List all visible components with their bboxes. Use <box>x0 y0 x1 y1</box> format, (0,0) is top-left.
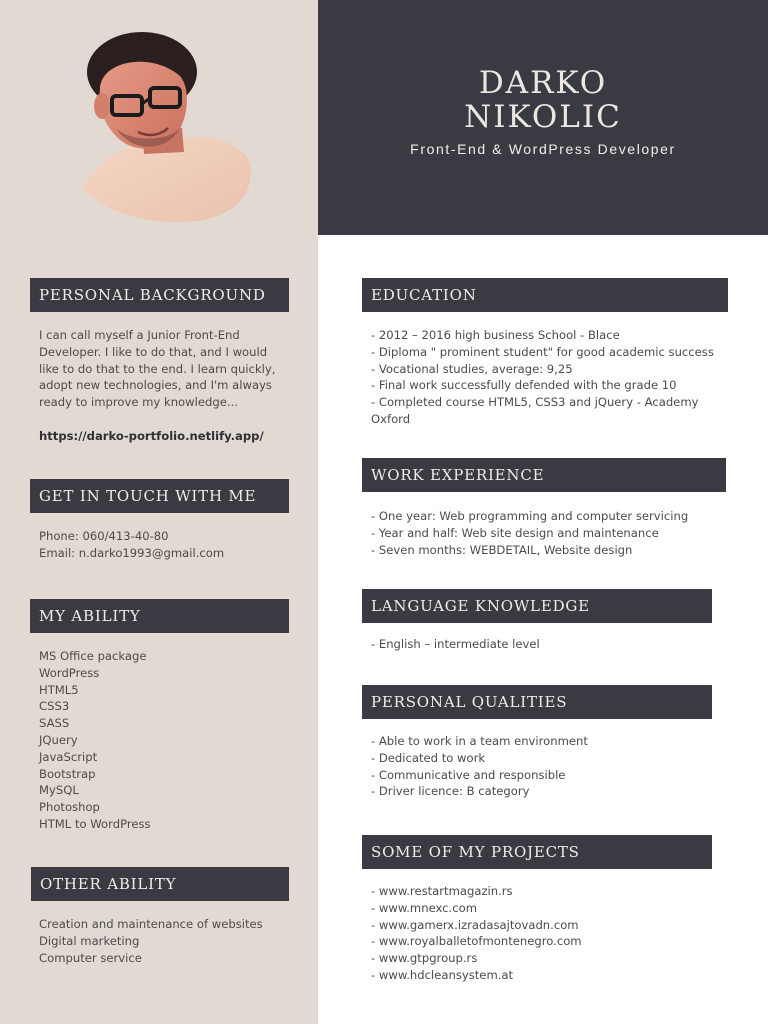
projects-list <box>371 883 741 984</box>
quality-item: - Communicative and responsible <box>371 767 566 782</box>
work-experience-list <box>371 508 741 558</box>
language-heading: LANGUAGE KNOWLEDGE <box>362 589 712 623</box>
education-item: - Diploma " prominent student" for good academic success <box>371 344 714 359</box>
language-list <box>371 636 741 653</box>
ability-item: WordPress <box>39 665 100 680</box>
other-ability-item: Creation and maintenance of websites <box>39 917 263 931</box>
quality-item: - Driver licence: B category <box>371 784 530 799</box>
ability-list <box>39 648 309 833</box>
portfolio-link[interactable]: https://darko-portfolio.netlify.app/ <box>39 429 264 443</box>
education-item: - Vocational studies, average: 9,25 <box>371 361 573 376</box>
profile-photo <box>72 28 260 224</box>
candidate-name <box>318 66 768 134</box>
ability-item: Photoshop <box>39 800 100 815</box>
education-item: - 2012 – 2016 high business School - Blace <box>371 328 620 342</box>
education-item: - Final work successfully defended with the grade 10 <box>371 378 677 393</box>
project-link[interactable]: - www.gamerx.izradasajtovadn.com <box>371 917 579 932</box>
other-ability-list <box>39 916 309 966</box>
ability-item: Bootstrap <box>39 766 96 781</box>
ability-item: JQuery <box>39 732 78 747</box>
my-ability-heading: MY ABILITY <box>30 599 289 633</box>
other-ability-item: Digital marketing <box>39 933 140 948</box>
contact-info <box>39 528 309 562</box>
project-link[interactable]: - www.gtpgroup.rs <box>371 951 478 966</box>
work-experience-heading: WORK EXPERIENCE <box>362 458 726 492</box>
phone-text: Phone: 060/413-40-80 <box>39 529 169 543</box>
education-heading: EDUCATION <box>362 278 728 312</box>
language-item: - English – intermediate level <box>371 637 540 651</box>
education-item: Oxford <box>371 411 411 426</box>
ability-item: MySQL <box>39 783 79 798</box>
name-first: DARKO <box>478 65 608 101</box>
email-text[interactable]: Email: n.darko1993@gmail.com <box>39 545 225 560</box>
project-link[interactable]: - www.restartmagazin.rs <box>371 884 513 898</box>
background-line: I can call myself a Junior Front-End <box>39 328 240 342</box>
job-title: Front-End & WordPress Developer <box>410 141 676 157</box>
personal-qualities-list <box>371 733 741 800</box>
project-link[interactable]: - www.hdcleansystem.at <box>371 967 514 982</box>
personal-background-text <box>39 327 309 411</box>
other-ability-heading: OTHER ABILITY <box>31 867 289 901</box>
contact-heading: GET IN TOUCH WITH ME <box>30 479 289 513</box>
quality-item: - Dedicated to work <box>371 750 486 765</box>
ability-item: CSS3 <box>39 699 70 714</box>
education-item: - Completed course HTML5, CSS3 and jQuery - Academy <box>371 395 699 410</box>
project-link[interactable]: - www.mnexc.com <box>371 900 477 915</box>
background-line: ready to improve my knowledge... <box>39 395 238 410</box>
ability-item: SASS <box>39 716 70 731</box>
work-item: - One year: Web programming and computer servicing <box>371 509 689 523</box>
work-item: - Year and half: Web site design and maintenance <box>371 525 659 540</box>
education-list <box>371 327 741 428</box>
project-link[interactable]: - www.royalballetofmontenegro.com <box>371 934 582 949</box>
projects-heading: SOME OF MY PROJECTS <box>362 835 712 869</box>
background-line: Developer. I like to do that, and I would <box>39 344 268 359</box>
ability-item: HTML to WordPress <box>39 816 151 831</box>
ability-item: JavaScript <box>39 749 98 764</box>
name-last: NIKOLIC <box>464 99 622 135</box>
quality-item: - Able to work in a team environment <box>371 734 588 748</box>
work-item: - Seven months: WEBDETAIL, Website design <box>371 542 633 557</box>
other-ability-item: Computer service <box>39 950 142 965</box>
background-line: adopt new technologies, and I'm always <box>39 378 272 393</box>
ability-item: HTML5 <box>39 682 79 697</box>
ability-item: MS Office package <box>39 649 147 663</box>
personal-qualities-heading: PERSONAL QUALITIES <box>362 685 712 719</box>
personal-background-heading: PERSONAL BACKGROUND <box>30 278 289 312</box>
background-line: like to do that to the end. I learn quickly, <box>39 361 276 376</box>
